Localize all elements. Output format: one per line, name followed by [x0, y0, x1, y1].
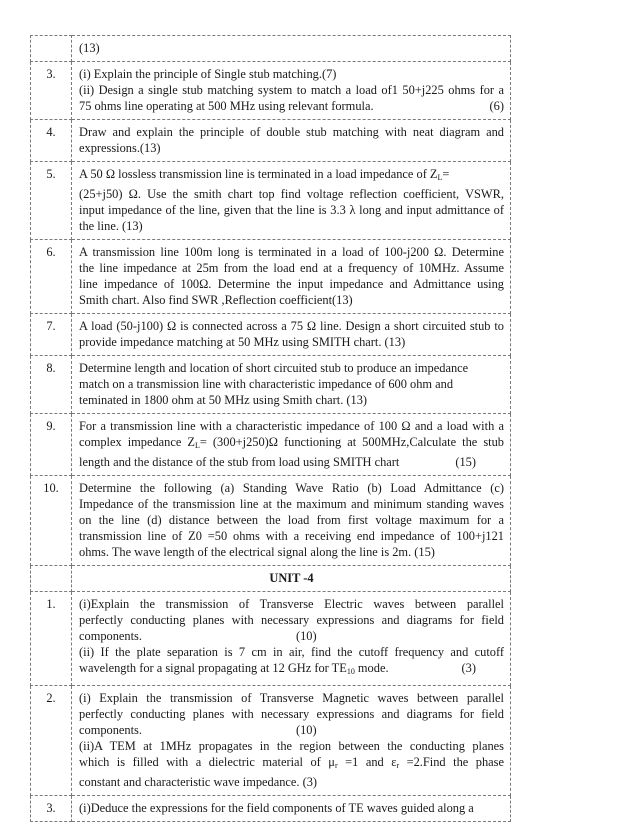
question-number: 4. [31, 120, 72, 162]
question-text [72, 162, 511, 240]
table-row [31, 240, 511, 314]
question-number: 2. [31, 686, 72, 796]
question-text [72, 686, 511, 796]
question-number: 8. [31, 356, 72, 414]
text-line: (i) Explain the transmission of Transverse Magnetic waves between parallel [79, 691, 504, 705]
table-row [31, 356, 511, 414]
question-number: 3. [31, 796, 72, 822]
text-line: components. (10) [79, 629, 317, 643]
text-line: perfectly conducting planes with necessary expressions and diagrams for field [79, 613, 504, 627]
question-text [72, 476, 511, 566]
text-line: wavelength for a signal propagating at 12 GHz for $TE_{10}$ mode. (3) [79, 661, 476, 676]
text-line: match on a transmission line with characteristic impedance of 600 ohm and [79, 377, 454, 391]
text-line: components. (10) [79, 723, 317, 737]
text-line: which is filled with a dielectric material of $\mu_r =1$ and $\varepsilon_r$ =2.Find the phase [79, 755, 504, 770]
text-line: complex impedance $Z_L= (300+j250)\Omega$ functioning at 500MHz,Calculate the stub [79, 435, 504, 450]
table-row [31, 414, 511, 476]
marks: (3) [461, 661, 476, 675]
text-line: perfectly conducting planes with necessary expressions and diagrams for field [79, 707, 504, 721]
text-line: For a transmission line with a characteristic impedance of 100 Ω and a load with a [79, 419, 504, 433]
text-line: (i)Deduce the expressions for the field components of TE waves guided along a [79, 801, 474, 815]
text-line: length and the distance of the stub from load using SMITH chart (15) [79, 455, 476, 469]
text-line: Determine length and location of short circuited stub to produce an impedance [79, 361, 469, 375]
text-line: on the line (d) distance between the load from first voltage maximum for a [79, 513, 504, 527]
text-line: (i)Explain the transmission of Transverse Electric waves between parallel [79, 597, 504, 611]
text-line: expressions.(13) [79, 141, 161, 155]
question-text [72, 36, 511, 62]
question-text [72, 314, 511, 356]
question-text [72, 414, 511, 476]
text-line: input impedance of the line, given that the line is 3.3 λ long and input admittance of [79, 203, 504, 217]
question-number: 3. [31, 62, 72, 120]
text-line: Smith chart. Also find SWR ,Reflection coefficient(13) [79, 293, 353, 307]
table-row [31, 686, 511, 796]
question-number: 5. [31, 162, 72, 240]
table-row [31, 796, 511, 822]
text-line: provide impedance matching at 50 MHz using SMITH chart. (13) [79, 335, 406, 349]
text-line: (i) Explain the principle of Single stub matching.(7) [79, 67, 337, 81]
text-line: 75 ohms line operating at 500 MHz using relevant formula. (6) [79, 99, 504, 113]
table-row [31, 592, 511, 686]
question-number: 10. [31, 476, 72, 566]
text-line: (13) [79, 41, 100, 55]
question-number: 9. [31, 414, 72, 476]
table-row [31, 566, 511, 592]
text-line: ohms. The wave length of the electrical signal along the line is 2m. (15) [79, 545, 435, 559]
question-number: 1. [31, 592, 72, 686]
table-row [31, 476, 511, 566]
text-line: constant and characteristic wave impedance. (3) [79, 775, 318, 789]
table-row [31, 36, 511, 62]
text-line: the line. (13) [79, 219, 143, 233]
question-number: 7. [31, 314, 72, 356]
question-table [30, 35, 511, 822]
question-text [72, 120, 511, 162]
question-text [72, 796, 511, 822]
unit-heading: UNIT -4 [72, 566, 511, 592]
question-text [72, 592, 511, 686]
marks: (15) [455, 455, 476, 469]
table-row [31, 162, 511, 240]
text-line: teminated in 1800 ohm at 50 MHz using Smith chart. (13) [79, 393, 368, 407]
question-text [72, 240, 511, 314]
table-row [31, 62, 511, 120]
text-line: A load (50-j100) Ω is connected across a 75 Ω line. Design a short circuited stub to [79, 319, 504, 333]
text-line: Draw and explain the principle of double stub matching with neat diagram and [79, 125, 504, 139]
text-line: Impedance of the transmission line at the maximum and minimum standing waves [79, 497, 504, 511]
text-line: (ii)A TEM at 1MHz propagates in the region between the conducting planes [79, 739, 504, 753]
text-line: Determine the following (a) Standing Wave Ratio (b) Load Admittance (c) [79, 481, 504, 495]
text-line: transmission line of Z0 =50 ohms with a receiving end impedance of 100+j121 [79, 529, 504, 543]
text-line: line impedance of 100Ω. Determine the input impedance and Admittance using [79, 277, 504, 291]
text-line: (25+j50) Ω. Use the smith chart top find voltage reflection coefficient, VSWR, [79, 187, 504, 201]
question-number: 6. [31, 240, 72, 314]
marks: (6) [489, 99, 504, 113]
text-line: A 50 Ω lossless transmission line is terminated in a load impedance of $Z_L=$ [79, 167, 450, 182]
question-number [31, 36, 72, 62]
text-line: (ii) Design a single stub matching system to match a load of1 50+j225 ohms for a [79, 83, 504, 97]
table-row [31, 120, 511, 162]
question-text [72, 356, 511, 414]
table-row [31, 314, 511, 356]
text-line: (ii) If the plate separation is 7 cm in air, find the cutoff frequency and cutoff [79, 645, 504, 659]
question-number [31, 566, 72, 592]
question-text [72, 62, 511, 120]
text-line: A transmission line 100m long is terminated in a load of 100-j200 Ω. Determine [79, 245, 504, 259]
text-line: the line impedance at 25m from the load end at a frequency of 10MHz. Assume [79, 261, 504, 275]
